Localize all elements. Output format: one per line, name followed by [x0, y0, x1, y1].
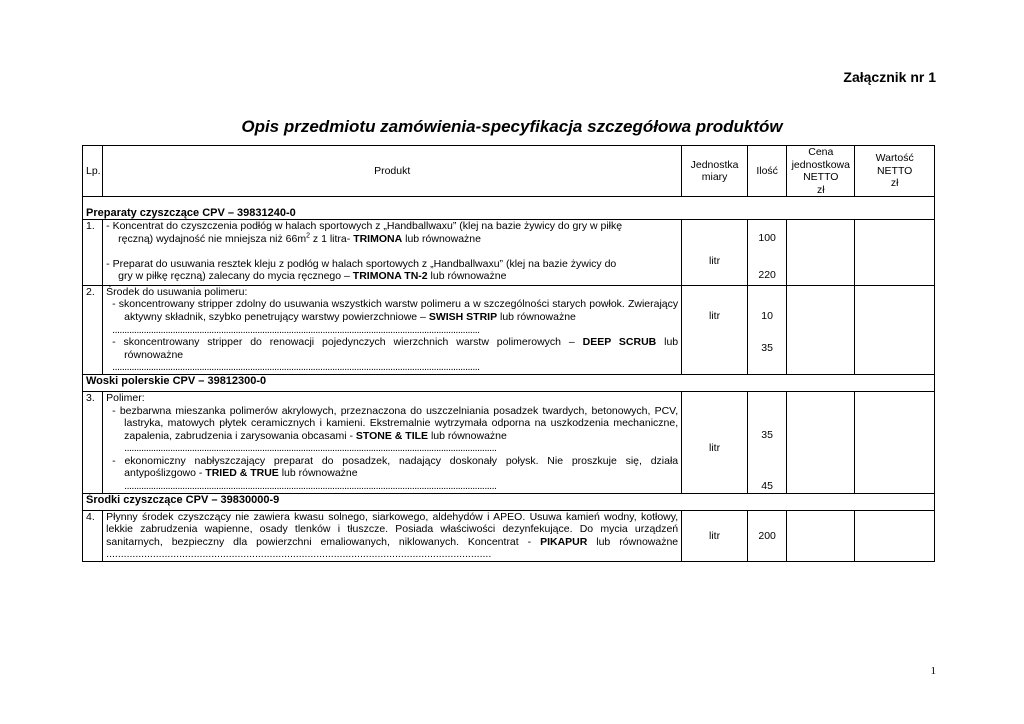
- unit-cell: litr: [682, 391, 748, 493]
- header-value-line1: Wartość: [875, 152, 914, 165]
- header-lp: Lp.: [83, 146, 103, 197]
- value-cell: [855, 220, 935, 285]
- dotted-line: ........................................................................................................................................................: [112, 361, 480, 374]
- product-description: [103, 220, 682, 285]
- row-lp: 1.: [83, 220, 103, 285]
- header-price-line2: jednostkowa: [791, 158, 850, 171]
- dotted-line: ..........................................................................................................................................................: [124, 480, 497, 493]
- header-price-line4: zł: [816, 183, 825, 196]
- qty-value: 10: [761, 309, 773, 322]
- value-cell: [855, 285, 935, 374]
- category-label: Woski polerskie CPV – 39812300-0: [83, 374, 935, 391]
- category-label: Środki czyszczące CPV – 39830000-9: [83, 493, 935, 510]
- price-cell: [787, 510, 855, 561]
- unit-cell: litr: [682, 285, 748, 374]
- product-line: gry w piłkę ręczną) zalecany do mycia ręcznego – TRIMONA TN-2 lub równoważne: [118, 270, 507, 283]
- qty-cell: [748, 285, 787, 374]
- category-label: Preparaty czyszczące CPV – 39831240-0: [83, 197, 935, 220]
- row-lp: 2.: [83, 285, 103, 374]
- price-cell: [787, 285, 855, 374]
- product-bullet: - skoncentrowany stripper do renowacji pojedynczych wierzchnich warstw polimerowych – DEEP SCRUB lub równoważne: [112, 336, 679, 361]
- unit-cell: litr: [682, 220, 748, 285]
- product-bullet: - bezbarwna mieszanka polimerów akrylowych, przeznaczona do uszczelniania posadzek twardych, betonowych, PCV, lastryka, matowych płytek ceramicznych i kamieni. Ekstremalnie wytrzymała odporna na uszkodzenia mechaniczne, zapalenia, zabrudzenia i zarysowania obcasami - STONE & TILE lub równoważne: [112, 404, 679, 442]
- unit-cell: litr: [682, 510, 748, 561]
- header-value: [855, 146, 935, 197]
- price-cell: [787, 391, 855, 493]
- product-intro: Środek do usuwania polimeru:: [106, 285, 248, 298]
- header-unit: [682, 146, 748, 197]
- category-row: [83, 374, 935, 391]
- dotted-line: ........................................................................................................................................................: [112, 323, 480, 336]
- table-row: [83, 285, 935, 374]
- row-lp: 4.: [83, 510, 103, 561]
- annex-label: Załącznik nr 1: [843, 69, 936, 85]
- category-row: [83, 493, 935, 510]
- qty-cell: [748, 391, 787, 493]
- value-cell: [855, 510, 935, 561]
- product-description: [103, 391, 682, 493]
- qty-value: 35: [761, 428, 773, 441]
- qty-value: 100: [758, 232, 776, 245]
- header-value-line2: NETTO: [876, 164, 913, 177]
- table-row: [83, 510, 935, 561]
- header-value-line3: zł: [890, 177, 899, 190]
- table-row: [83, 220, 935, 285]
- header-price: [787, 146, 855, 197]
- table-header-row: [83, 146, 935, 197]
- product-text: Płynny środek czyszczący nie zawiera kwasu solnego, siarkowego, aldehydów i APEO. Usuwa kamień wodny, kotłowy, lekkie zabrudzenia wapienne, osady tlenków i tłuszcze. Posiada właściwości dezynfekujące. Do mycia urządzeń sanitarnych, bezpieczny dla powierzchni emaliowanych, niklowanych. Koncentrat - PIKAPUR lub równoważne ....................................................................................................................................: [106, 510, 679, 561]
- product-line: - Preparat do usuwania resztek kleju z podłóg w halach sportowych z „Handballwaxu” (klej na bazie żywicy do: [106, 257, 617, 270]
- qty-value: 35: [761, 342, 773, 355]
- document-title: Opis przedmiotu zamówienia-specyfikacja szczegółowa produktów: [241, 117, 783, 136]
- row-lp: 3.: [83, 391, 103, 493]
- product-line: - Koncentrat do czyszczenia podłóg w halach sportowych z „Handballwaxu” (klej na bazie żywicy do gry w piłkę: [106, 220, 623, 233]
- header-qty: Ilość: [748, 146, 787, 197]
- qty-value: 220: [758, 268, 776, 281]
- value-cell: [855, 391, 935, 493]
- header-unit-line2: miary: [701, 171, 728, 184]
- product-line: ręczną) wydajność nie mniejsza niż $66m^2$ z 1 litra- TRIMONA lub równoważne: [118, 232, 481, 245]
- header-unit-line1: Jednostka: [690, 158, 739, 171]
- product-description: [103, 285, 682, 374]
- header-price-line3: NETTO: [803, 171, 839, 184]
- header-product: Produkt: [103, 146, 682, 197]
- qty-value: 200: [748, 510, 787, 561]
- qty-cell: [748, 220, 787, 285]
- qty-value: 45: [761, 479, 773, 492]
- category-row: [83, 197, 935, 220]
- dotted-line: ..........................................................................................................................................................: [124, 442, 497, 455]
- product-bullet: - ekonomiczny nabłyszczający preparat do posadzek, nadający doskonały połysk. Nie proszkuje się, działa antypoślizgowo - TRIED & TRUE lub równoważne: [112, 454, 679, 480]
- specification-table: [82, 145, 935, 562]
- header-price-line1: Cena: [808, 146, 834, 158]
- price-cell: [787, 220, 855, 285]
- product-intro: Polimer:: [106, 391, 145, 404]
- page-number: 1: [930, 665, 936, 677]
- table-row: [83, 391, 935, 493]
- product-description: [103, 510, 682, 561]
- product-bullet: - skoncentrowany stripper zdolny do usuwania wszystkich warstw polimeru a w szczególności starych powłok. Zwierający aktywny składnik, szybko penetrujący warstwy powierzchniowe – SWISH STRIP lub równoważne: [112, 298, 679, 323]
